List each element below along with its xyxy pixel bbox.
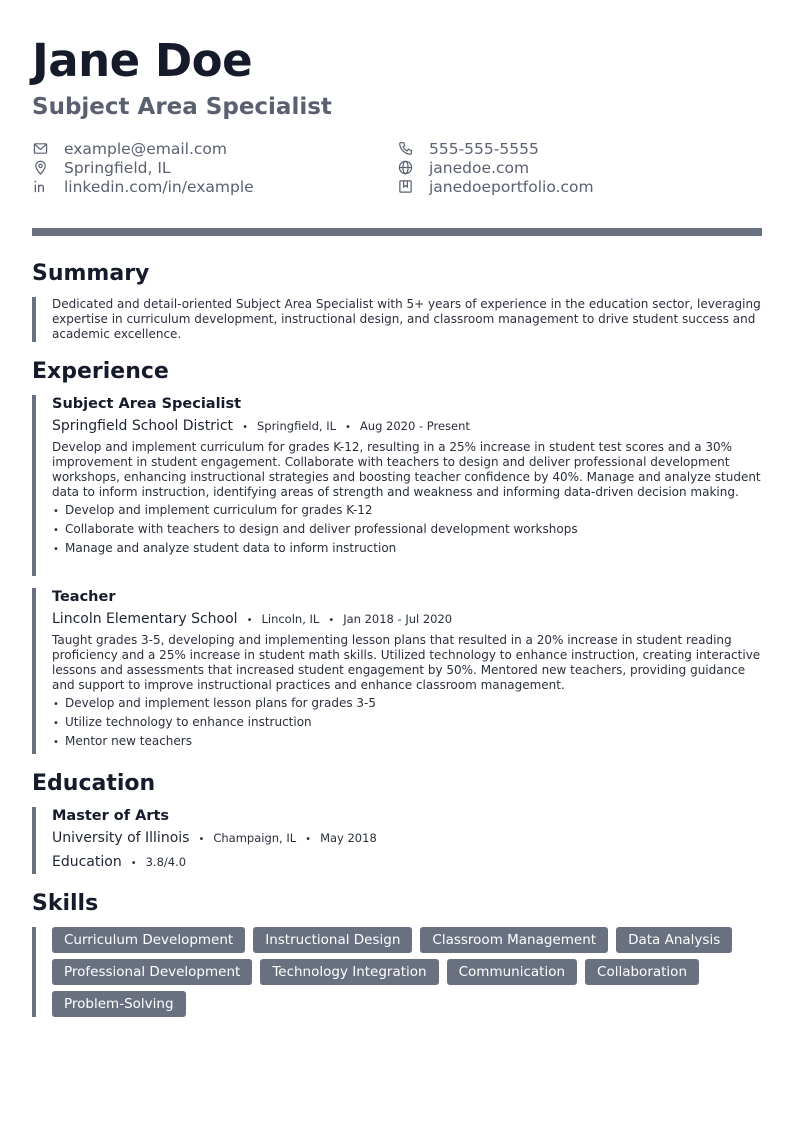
- job-description: Taught grades 3-5, developing and implementing lesson plans that resulted in a 20% increase in student reading proficiency and a 25% increase in student math skills. Utilized technology to enhance instruction, creating interactive lessons and assessments that increased student engagement by 50%. Mentored new teachers, providing guidance and support to improve instructional practices and enhance classroom management.: [52, 633, 761, 692]
- separator-dot: •: [305, 834, 312, 845]
- skill-chip: Collaboration: [585, 959, 699, 985]
- bookmark-icon: [397, 179, 413, 195]
- skill-chip: Communication: [447, 959, 577, 985]
- skill-chip: Technology Integration: [260, 959, 438, 985]
- contact-website[interactable]: [397, 158, 529, 177]
- degree-title: Master of Arts: [52, 808, 170, 824]
- separator-dot: •: [242, 422, 248, 433]
- phone-icon: [397, 141, 413, 157]
- experience-entry: [32, 588, 762, 754]
- list-item: • Develop and implement curriculum for grades K-12: [52, 503, 762, 518]
- job-location: Lincoln, IL: [261, 612, 320, 626]
- contact-phone[interactable]: [397, 139, 539, 158]
- job-title: Subject Area Specialist: [52, 396, 242, 412]
- skill-chip: Instructional Design: [253, 927, 412, 953]
- job-bullets: [52, 696, 762, 749]
- skills-heading: Skills: [32, 891, 99, 916]
- education-meta: [52, 829, 762, 849]
- field-of-study: Education: [52, 854, 122, 870]
- summary-text: Dedicated and detail-oriented Subject Area Specialist with 5+ years of experience in the education sector, leveraging expertise in curriculum development, instructional design, and classroom management to drive student success and academic excellence.: [52, 297, 761, 341]
- graduation-date: May 2018: [320, 831, 377, 845]
- separator-dot: •: [198, 834, 205, 845]
- separator-dot: •: [328, 615, 335, 626]
- candidate-title: Subject Area Specialist: [32, 94, 332, 120]
- school-name: University of Illinois: [52, 830, 190, 846]
- skills-list: [52, 927, 752, 1017]
- linkedin-icon: [32, 179, 48, 195]
- experience-entry: [32, 395, 762, 576]
- list-item: • Utilize technology to enhance instruction: [52, 715, 762, 730]
- contact-linkedin[interactable]: [32, 177, 254, 196]
- job-meta: [52, 417, 762, 437]
- skills-block: [32, 927, 762, 1017]
- job-location: Springfield, IL: [256, 419, 337, 433]
- experience-heading: Experience: [32, 359, 169, 384]
- skill-chip: Curriculum Development: [52, 927, 245, 953]
- skill-chip: Classroom Management: [420, 927, 608, 953]
- contact-location-text: Springfield, IL: [64, 158, 171, 177]
- contact-portfolio-text: janedoeportfolio.com: [429, 177, 594, 196]
- list-item: • Develop and implement lesson plans for grades 3-5: [52, 696, 762, 711]
- summary-block: [32, 297, 762, 342]
- education-heading: Education: [32, 771, 156, 796]
- globe-icon: [397, 160, 413, 176]
- contact-email[interactable]: [32, 139, 227, 158]
- contact-portfolio[interactable]: [397, 177, 594, 196]
- skill-chip: Data Analysis: [616, 927, 732, 953]
- contact-linkedin-text: linkedin.com/in/example: [64, 177, 254, 196]
- education-details: [52, 853, 762, 873]
- summary-heading: Summary: [32, 261, 150, 286]
- contact-location: [32, 158, 171, 177]
- job-dates: Jan 2018 - Jul 2020: [343, 612, 453, 626]
- gpa: 3.8/4.0: [145, 855, 187, 869]
- job-organization: Springfield School District: [52, 418, 234, 434]
- contact-website-text: janedoe.com: [429, 158, 530, 177]
- map-pin-icon: [32, 160, 48, 176]
- mail-icon: [32, 141, 48, 157]
- separator-dot: •: [130, 858, 137, 869]
- job-meta: [52, 610, 762, 630]
- education-entry: [32, 807, 762, 874]
- candidate-name: Jane Doe: [32, 34, 253, 87]
- skill-chip: Professional Development: [52, 959, 252, 985]
- job-description: Develop and implement curriculum for grades K-12, resulting in a 25% increase in student test scores and a 30% improvement in student engagement. Collaborate with teachers to design and deliver professional development workshops, enhancing instructional strategies and boosting teacher confidence by 40%. Manage and analyze student data to inform instruction, identifying areas of strength and weakness and informing data-driven decision making.: [52, 440, 761, 499]
- separator-dot: •: [345, 422, 351, 433]
- header-divider: [32, 228, 762, 236]
- contact-phone-text: 555-555-5555: [429, 139, 539, 158]
- job-organization: Lincoln Elementary School: [52, 611, 238, 627]
- school-location: Champaign, IL: [213, 831, 297, 845]
- job-dates: Aug 2020 - Present: [359, 419, 470, 433]
- list-item: • Collaborate with teachers to design and deliver professional development workshops: [52, 522, 762, 537]
- list-item: • Mentor new teachers: [52, 734, 762, 749]
- list-item: • Manage and analyze student data to inform instruction: [52, 541, 762, 556]
- skill-chip: Problem-Solving: [52, 991, 186, 1017]
- job-title: Teacher: [52, 589, 116, 605]
- separator-dot: •: [246, 615, 253, 626]
- job-bullets: [52, 503, 762, 556]
- contact-email-text: example@email.com: [64, 139, 227, 158]
